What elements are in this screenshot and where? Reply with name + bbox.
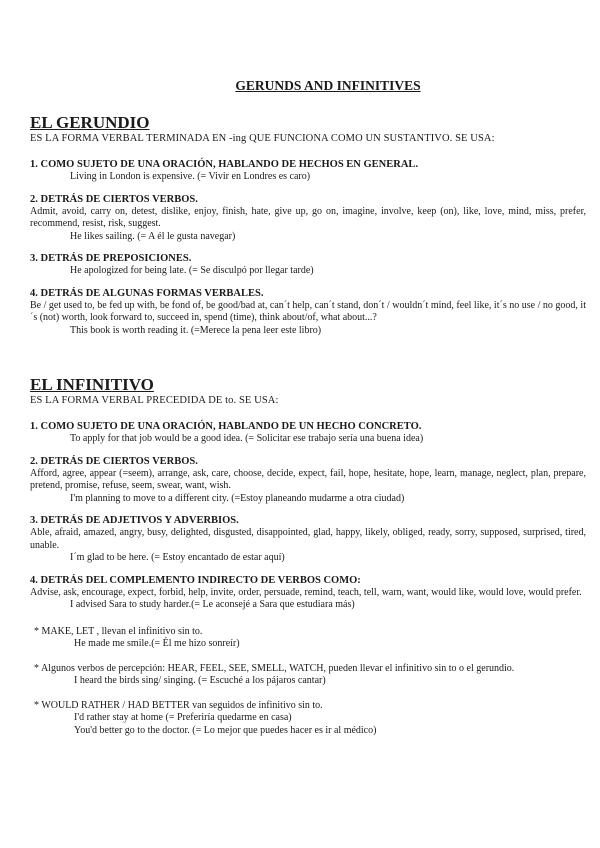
infinitive-section (30, 376, 586, 612)
rule-example: Living in London is expensive. (= Vivir en Londres es caro) (70, 171, 311, 182)
rule-example: I advised Sara to study harder.(= Le aconsejé a Sara que estudiara más) (70, 599, 355, 610)
note-perception-verbs (30, 663, 586, 688)
note-text: * Algunos verbos de percepción: HEAR, FEEL, SEE, SMELL, WATCH, pueden llevar el infinitivo sin to o el gerundio. (34, 662, 515, 674)
gerund-rule-4 (30, 287, 586, 338)
rule-verb-list: Able, afraid, amazed, angry, busy, delighted, disgusted, disappointed, glad, happy, likely, obliged, ready, sorry, supposed, surprised, tired, unable. (30, 527, 586, 551)
gerund-section (30, 114, 586, 337)
note-example: He made me smile.(= Él me hizo sonreír) (74, 638, 240, 649)
note-text: * WOULD RATHER / HAD BETTER van seguidos de infinitivo sin to. (34, 699, 323, 711)
gerund-rule-1 (30, 158, 586, 184)
rule-example: This book is worth reading it. (=Merece la pena leer este libro) (70, 324, 322, 336)
rule-example: I´m glad to be here. (= Estoy encantado de estar aquí) (70, 552, 285, 563)
rule-example: He apologized for being late. (= Se disculpó por llegar tarde) (70, 265, 314, 276)
rule-verb-list: Afford, agree, appear (=seem), arrange, ask, care, choose, decide, expect, fail, hope, hesitate, hope, learn, manage, neglect, plan, prepare, pretend, promise, refuse, seem, swear, want, wish. (30, 467, 586, 491)
rule-verb-list: Advise, ask, encourage, expect, forbid, help, invite, order, persuade, remind, teach, tell, warn, want, would like, would love, would prefer. (30, 586, 582, 598)
document-title: GERUNDS AND INFINITIVES (235, 78, 421, 93)
section-heading-gerund: EL GERUNDIO (30, 113, 150, 132)
rule-heading: 2. DETRÁS DE CIERTOS VERBOS. (30, 455, 198, 467)
infinitive-rule-1 (30, 420, 586, 446)
rule-heading: 1. COMO SUJETO DE UNA ORACIÓN, HABLANDO DE HECHOS EN GENERAL. (30, 159, 419, 170)
rule-verb-list: Be / get used to, be fed up with, be fond of, be good/bad at, can´t help, can´t stand, don´t / wouldn´t mind, feel like, it´s no use / no good, it´s (not) worth, look forward to, succeed in, spend (time), think about/of, what about...? (30, 299, 586, 323)
rule-heading: 1. COMO SUJETO DE UNA ORACIÓN, HABLANDO DE UN HECHO CONCRETO. (30, 421, 422, 432)
infinitive-rule-2 (30, 455, 586, 506)
rule-heading: 2. DETRÁS DE CIERTOS VERBOS. (30, 193, 198, 205)
rule-example: I'm planning to move to a different city. (=Estoy planeando mudarme a otra ciudad) (70, 492, 405, 504)
rule-example: He likes sailing. (= A él le gusta navegar) (70, 230, 236, 242)
note-make-let (30, 626, 586, 651)
document-page (30, 78, 586, 749)
section-description-gerund: ES LA FORMA VERBAL TERMINADA EN -ing QUE FUNCIONA COMO UN SUSTANTIVO. SE USA: (30, 133, 495, 144)
gerund-rule-3 (30, 252, 586, 278)
note-example: You'd better go to the doctor. (= Lo mejor que puedes hacer es ir al médico) (74, 724, 377, 736)
gerund-rule-2 (30, 193, 586, 244)
section-heading-infinitive: EL INFINITIVO (30, 375, 154, 394)
rule-heading: 3. DETRÁS DE ADJETIVOS Y ADVERBIOS. (30, 515, 239, 526)
rule-example: To apply for that job would be a good idea. (= Solicitar ese trabajo sería una buena idea) (70, 433, 424, 444)
note-example: I'd rather stay at home (= Preferiría quedarme en casa) (74, 712, 292, 723)
section-description-infinitive: ES LA FORMA VERBAL PRECEDIDA DE to. SE USA: (30, 395, 279, 406)
rule-heading: 4. DETRÁS DEL COMPLEMENTO INDIRECTO DE VERBOS COMO: (30, 574, 361, 586)
infinitive-rule-4 (30, 574, 586, 612)
infinitive-rule-3 (30, 514, 586, 565)
rule-heading: 3. DETRÁS DE PREPOSICIONES. (30, 253, 192, 264)
rule-verb-list: Admit, avoid, carry on, detest, dislike, enjoy, finish, hate, give up, go on, imagine, involve, keep (on), like, love, mind, miss, prefer, recommend, resist, risk, suggest. (30, 205, 586, 229)
section-spacer (30, 346, 586, 376)
rule-heading: 4. DETRÁS DE ALGUNAS FORMAS VERBALES. (30, 287, 264, 299)
note-text: * MAKE, LET , llevan el infinitivo sin to. (34, 625, 203, 637)
note-would-rather (30, 700, 586, 738)
notes-section (30, 626, 586, 738)
note-example: I heard the birds sing/ singing. (= Escuché a los pájaros cantar) (74, 675, 326, 686)
